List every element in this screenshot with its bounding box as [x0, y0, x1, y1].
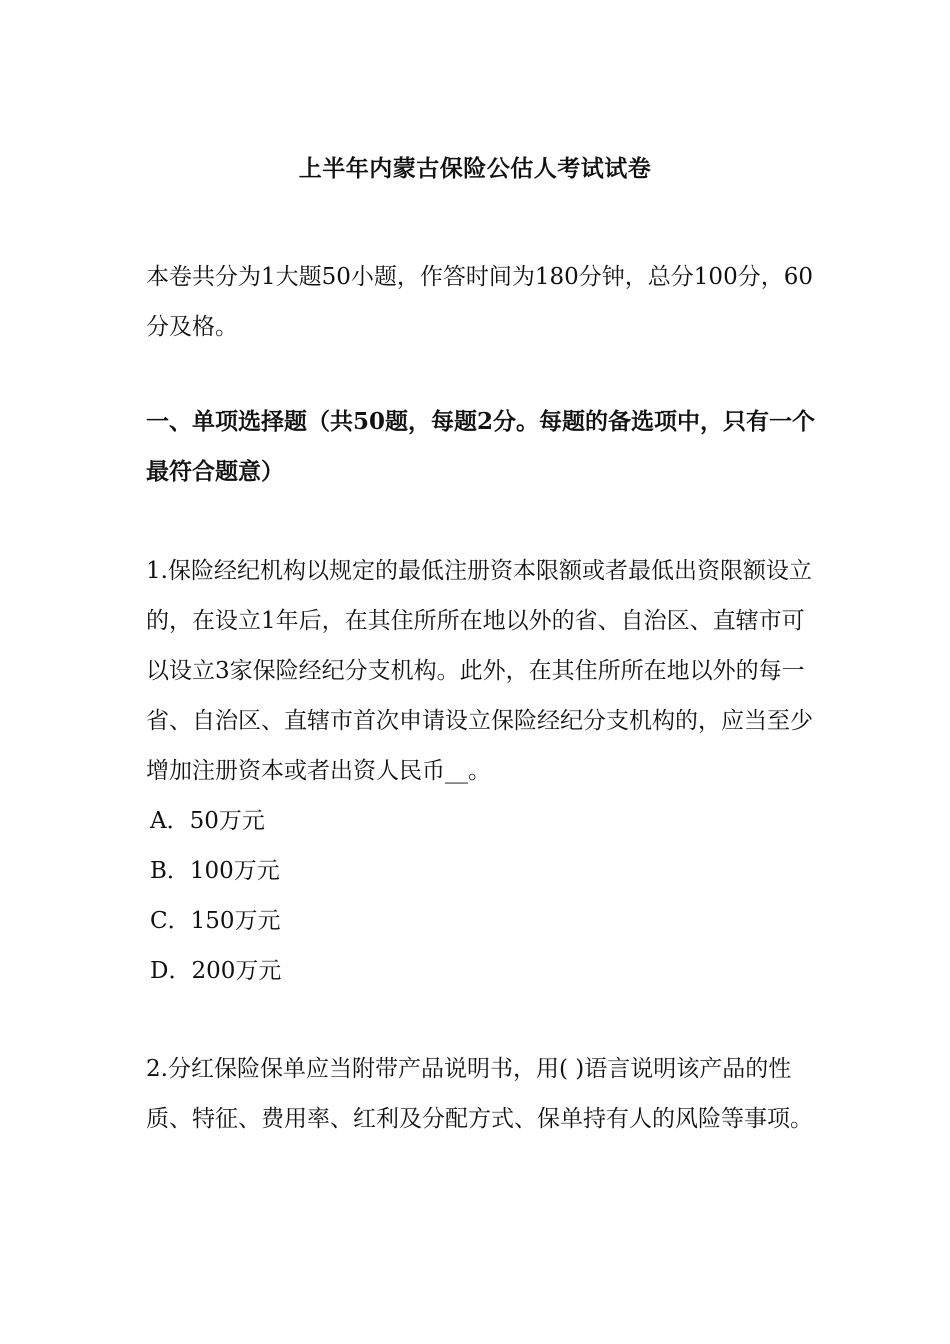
question-1-options — [150, 796, 818, 996]
document-title: 上半年内蒙古保险公估人考试试卷 — [298, 155, 652, 182]
question-1-option-b: B．100万元 — [150, 858, 280, 884]
question-2-text: 2.分红保险保单应当附带产品说明书，用( )语言说明该产品的性质、特征、费用率、红利及分配方式、保单持有人的风险等事项。 — [146, 1056, 813, 1132]
question-1-option-a: A．50万元 — [150, 808, 265, 834]
section-heading: 一、单项选择题（共50题，每题2分。每题的备选项中，只有一个最符合题意） — [146, 408, 816, 485]
question-1-option-d: D．200万元 — [150, 958, 282, 984]
question-1-text: 1.保险经纪机构以规定的最低注册资本限额或者最低出资限额设立的，在设立1年后，在其住所所在地以外的省、自治区、直辖市可以设立3家保险经纪分支机构。此外，在其住所所在地以外的每一省、自治区、直辖市首次申请设立保险经纪分支机构的，应当至少增加注册资本或者出资人民币__。 — [146, 558, 813, 784]
exam-instructions: 本卷共分为1大题50小题，作答时间为180分钟，总分100分，60分及格。 — [146, 264, 813, 340]
question-1-option-c: C．150万元 — [150, 908, 281, 934]
